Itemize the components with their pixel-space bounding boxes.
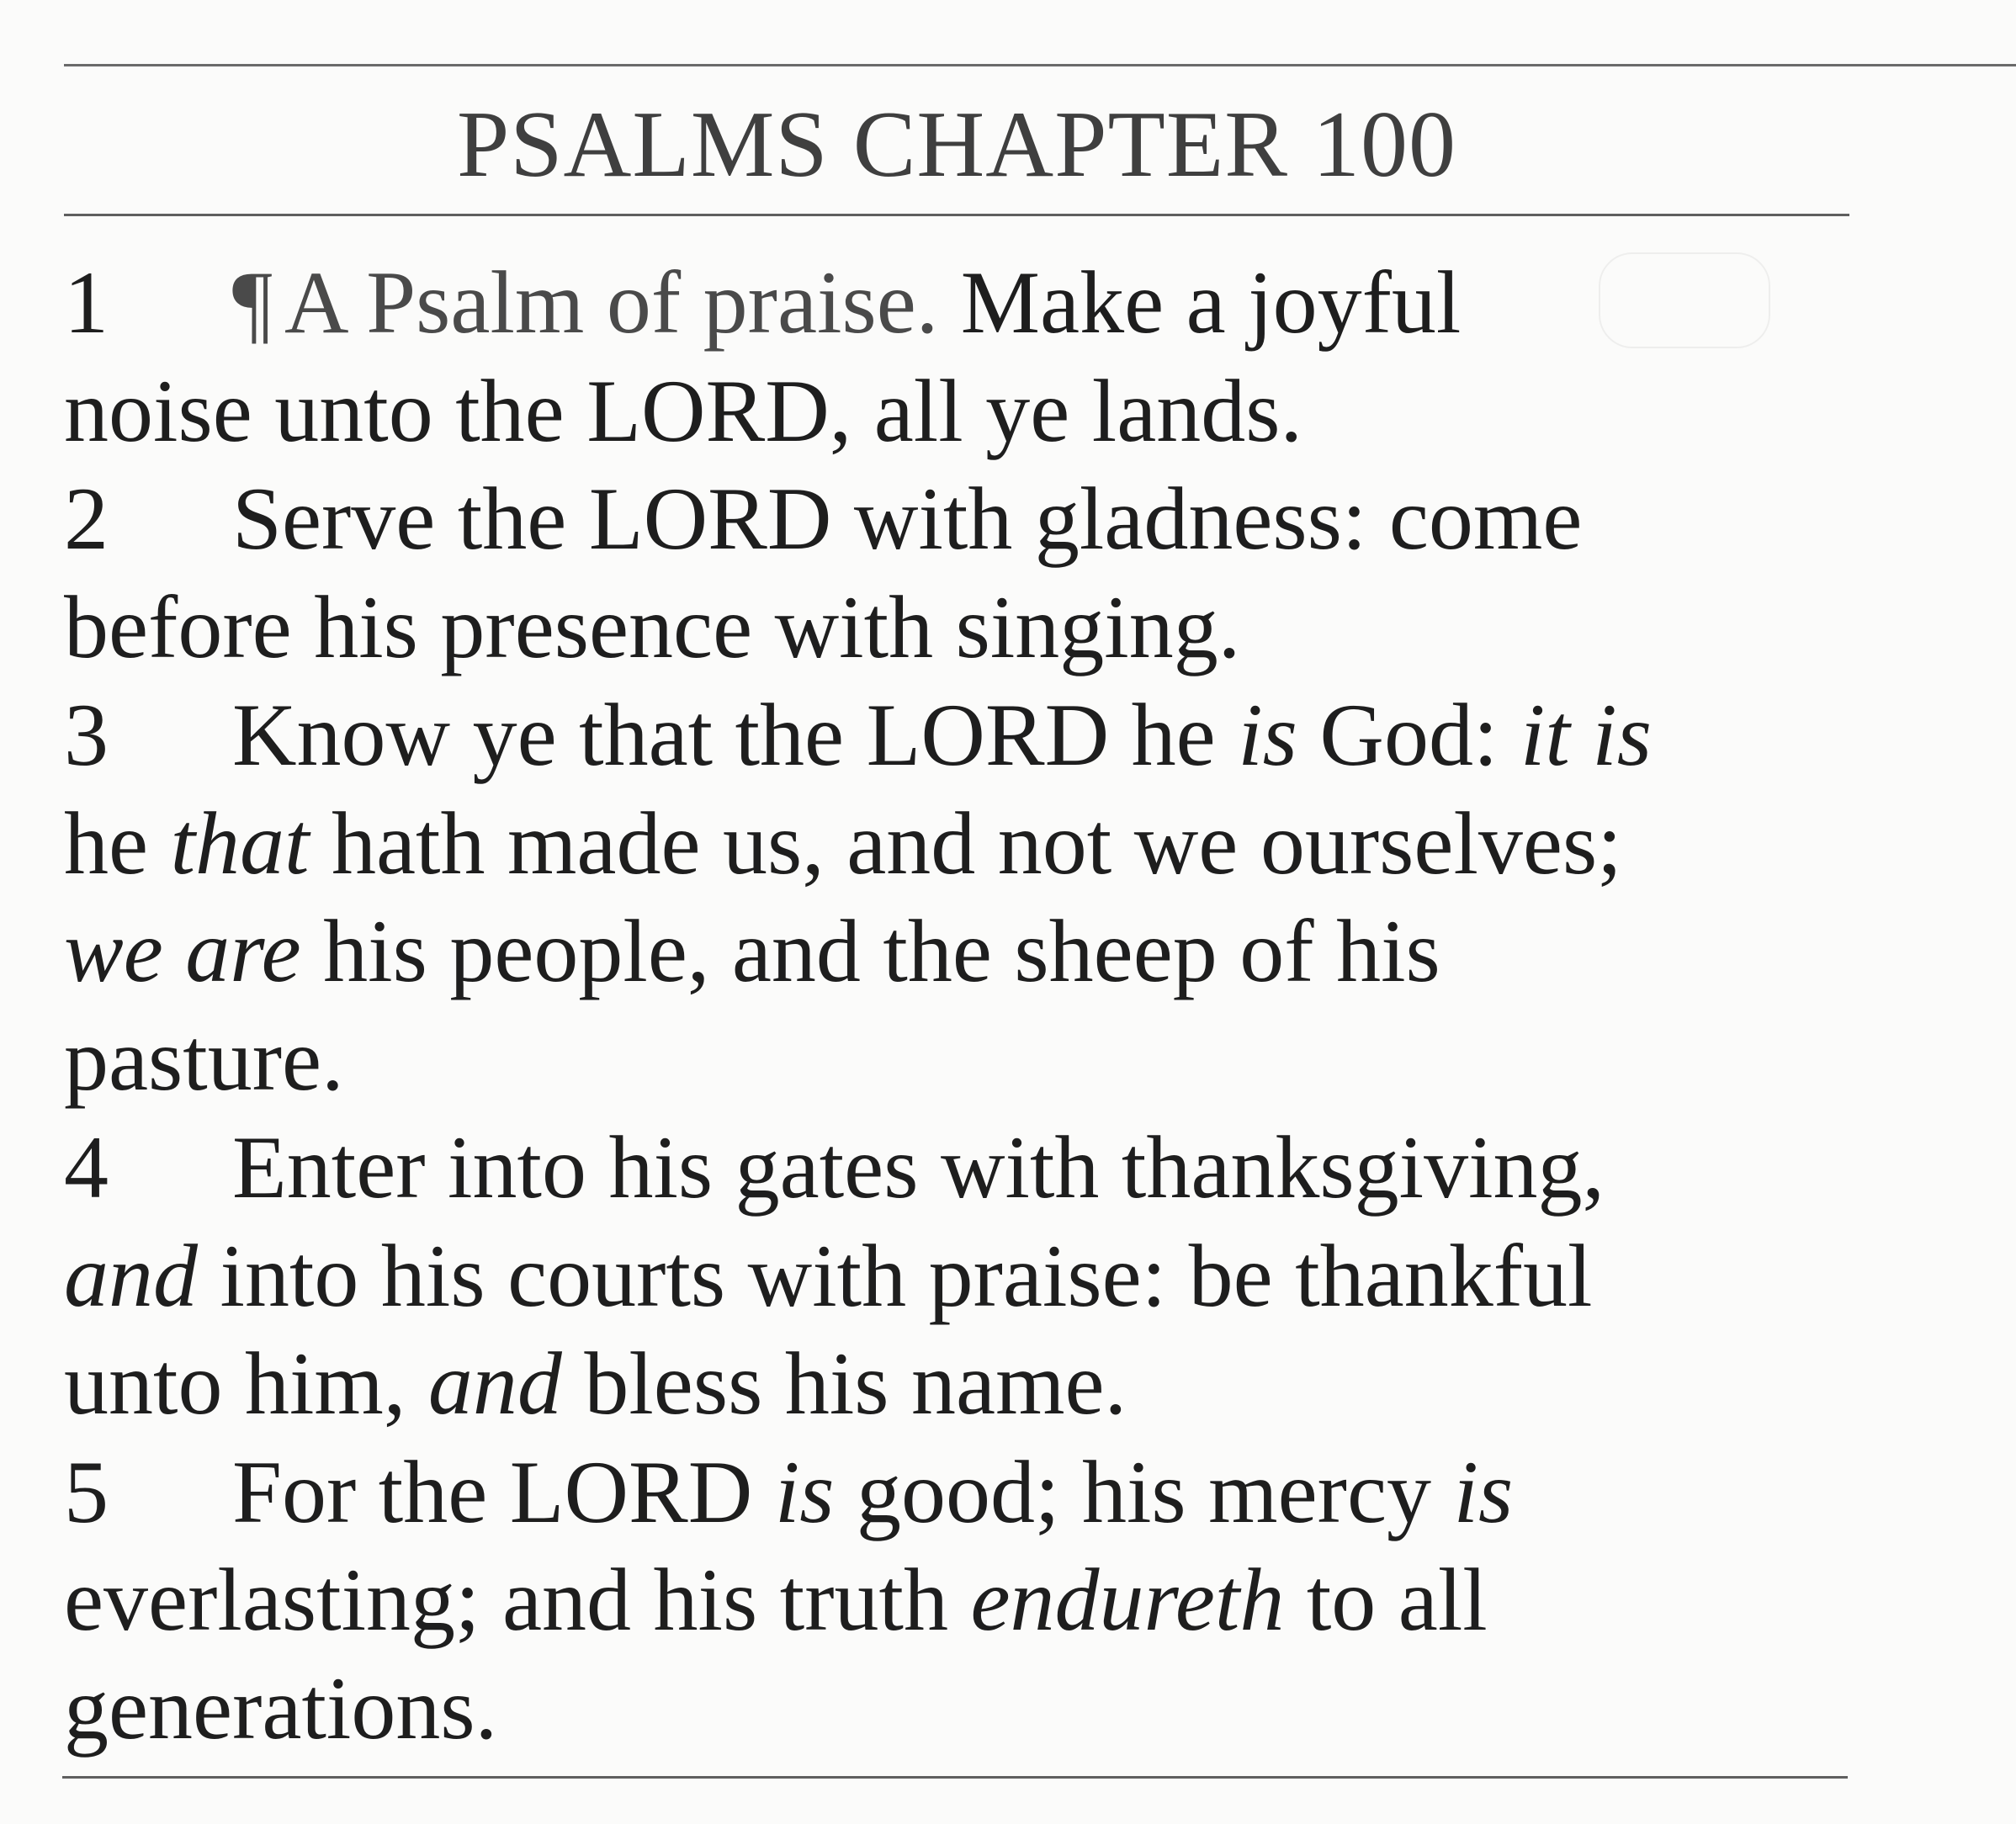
verse-1-line-1 xyxy=(64,249,1915,358)
italic-text: is xyxy=(1238,686,1297,784)
italic-text: that xyxy=(170,793,310,893)
italic-text: it is xyxy=(1520,686,1653,784)
italic-text: is xyxy=(774,1442,835,1541)
verse-3-line-4 xyxy=(64,1006,1915,1115)
verse-text: noise unto the LORD, all ye lands. xyxy=(64,361,1302,460)
verse-text: Know ye that the LORD he xyxy=(232,686,1216,784)
verse-text: generations. xyxy=(64,1658,498,1758)
verse-number: 3 xyxy=(64,686,109,784)
verse-text: God: xyxy=(1319,686,1499,784)
psalm-heading: A Psalm of praise. xyxy=(284,253,939,352)
verse-3-line-3 xyxy=(64,898,1915,1006)
verse-number: 1 xyxy=(64,253,109,352)
verse-text: bless his name. xyxy=(584,1334,1127,1433)
chapter-title: PSALMS CHAPTER 100 xyxy=(456,93,1457,197)
verse-2-line-1 xyxy=(64,465,1915,574)
italic-text: endureth xyxy=(970,1551,1285,1649)
italic-text: we are xyxy=(64,902,301,1000)
italic-text: and xyxy=(64,1226,198,1325)
verse-text: unto him, xyxy=(64,1334,406,1433)
verse-text: hath made us, and not we ourselves; xyxy=(331,793,1622,893)
verse-text: his people, and the sheep of his xyxy=(323,902,1440,1000)
verse-4-line-1 xyxy=(64,1114,1915,1222)
pilcrow-icon: ¶ xyxy=(232,253,273,352)
verse-text: pasture. xyxy=(64,1010,344,1109)
verse-number: 2 xyxy=(64,469,109,568)
verse-text: into his courts with praise: be thankful xyxy=(220,1226,1593,1325)
verse-text: before his presence with singing. xyxy=(64,577,1241,676)
psalm-text xyxy=(64,249,1915,1763)
verse-text: Serve the LORD with gladness: come xyxy=(232,469,1583,568)
bottom-rule xyxy=(62,1776,1848,1779)
verse-3-line-1 xyxy=(64,681,1915,790)
verse-text: Make a joyful xyxy=(960,253,1462,352)
verse-5-line-1 xyxy=(64,1439,1915,1547)
verse-1-line-2 xyxy=(64,358,1915,466)
italic-text: is xyxy=(1453,1442,1514,1541)
verse-text: he xyxy=(64,793,149,893)
verse-3-line-2 xyxy=(64,790,1915,899)
verse-text: to all xyxy=(1306,1551,1488,1649)
verse-5-line-3 xyxy=(64,1655,1915,1763)
verse-2-line-2 xyxy=(64,574,1915,682)
verse-4-line-3 xyxy=(64,1330,1915,1439)
verse-text: Enter into his gates with thanksgiving, xyxy=(232,1118,1605,1217)
verse-text: For the LORD xyxy=(232,1442,753,1541)
verse-4-line-2 xyxy=(64,1222,1915,1331)
verse-5-line-2 xyxy=(64,1546,1915,1655)
title-rule xyxy=(64,214,1849,216)
verse-text: everlasting; and his truth xyxy=(64,1551,948,1649)
italic-text: and xyxy=(427,1334,562,1433)
top-rule xyxy=(64,64,2016,66)
verse-text: good; his mercy xyxy=(857,1442,1432,1541)
verse-number: 5 xyxy=(64,1442,109,1541)
verse-number: 4 xyxy=(64,1118,109,1217)
